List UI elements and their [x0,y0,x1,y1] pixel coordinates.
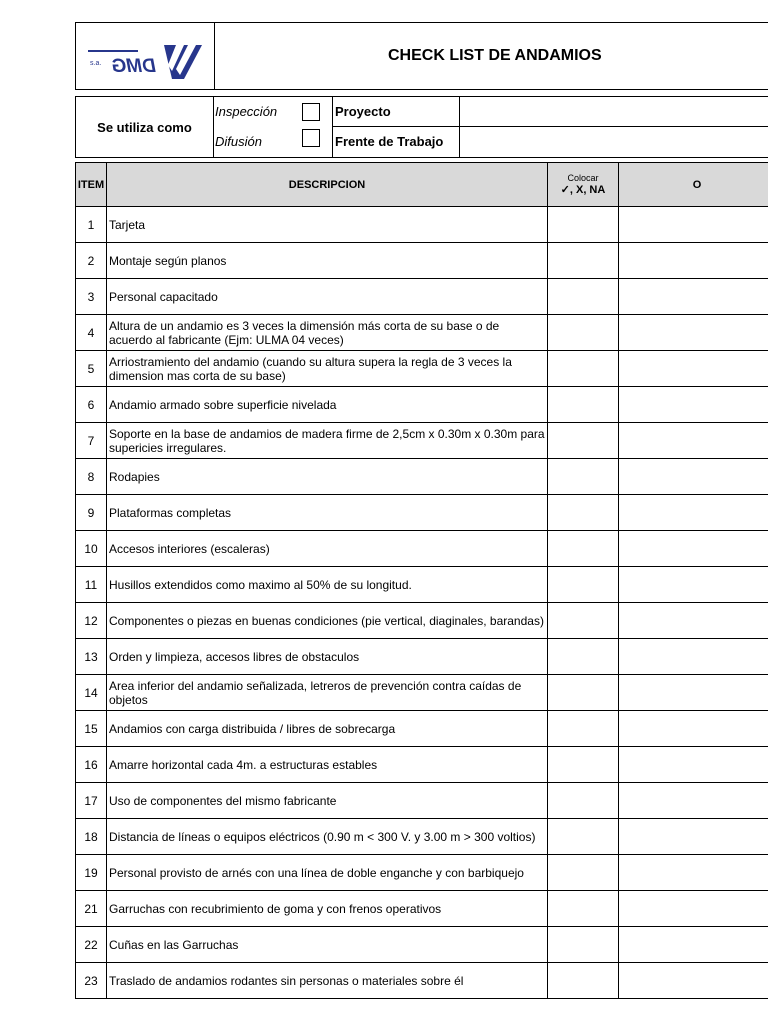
difusion-checkbox[interactable] [302,129,320,147]
page-title: CHECK LIST DE ANDAMIOS [388,47,602,64]
logo-graphic [76,23,214,89]
item-number: 1 [76,207,107,243]
item-number: 12 [76,603,107,639]
item-number: 2 [76,243,107,279]
item-number: 22 [76,927,107,963]
item-number: 17 [76,783,107,819]
item-description: Andamio armado sobre superficie nivelada [107,387,548,423]
table-row [76,495,768,531]
observaciones-cell[interactable] [619,855,768,891]
observaciones-cell[interactable] [619,927,768,963]
observaciones-cell[interactable] [619,279,768,315]
item-description: Accesos interiores (escaleras) [107,531,548,567]
item-description: Arriostramiento del andamio (cuando su altura supera la regla de 3 veces la dimension mas corta de su base) [107,351,548,387]
proyecto-field[interactable] [460,97,768,126]
item-number: 3 [76,279,107,315]
colocar-cell[interactable] [548,819,619,855]
colocar-cell[interactable] [548,423,619,459]
document-header [75,22,768,90]
table-row [76,387,768,423]
item-number: 14 [76,675,107,711]
item-number: 8 [76,459,107,495]
item-number: 6 [76,387,107,423]
option-inspeccion-label: Inspección [215,104,278,119]
item-number: 9 [76,495,107,531]
frente-trabajo-label: Frente de Trabajo [335,134,444,149]
item-number: 7 [76,423,107,459]
table-row [76,279,768,315]
colocar-cell[interactable] [548,747,619,783]
logo-suffix: s.a. [90,60,102,67]
colocar-options: ✓, X, NA [560,184,606,196]
observaciones-cell[interactable] [619,495,768,531]
item-number: 4 [76,315,107,351]
item-description: Area inferior del andamio señalizada, letreros de prevención contra caídas de objetos [107,675,548,711]
colocar-cell[interactable] [548,531,619,567]
colocar-cell[interactable] [548,351,619,387]
item-description: Uso de componentes del mismo fabricante [107,783,548,819]
col-header-descripcion: DESCRIPCION [107,163,548,207]
option-difusion-label: Difusión [215,134,262,149]
colocar-cell[interactable] [548,711,619,747]
company-logo [76,23,215,89]
observaciones-cell[interactable] [619,891,768,927]
observaciones-cell[interactable] [619,819,768,855]
colocar-cell[interactable] [548,315,619,351]
colocar-cell[interactable] [548,603,619,639]
col-header-colocar [548,163,619,207]
table-row [76,567,768,603]
table-row [76,243,768,279]
table-row [76,423,768,459]
observaciones-cell[interactable] [619,639,768,675]
item-description: Montaje según planos [107,243,548,279]
item-number: 15 [76,711,107,747]
item-description: Personal provisto de arnés con una línea de doble enganche y con barbiquejo [107,855,548,891]
item-description: Soporte en la base de andamios de madera firme de 2,5cm x 0.30m x 0.30m para supericies irregulares. [107,423,548,459]
observaciones-cell[interactable] [619,531,768,567]
proyecto-label: Proyecto [335,104,391,119]
table-row [76,603,768,639]
observaciones-cell[interactable] [619,747,768,783]
observaciones-cell[interactable] [619,963,768,999]
item-description: Garruchas con recubrimiento de goma y con frenos operativos [107,891,548,927]
item-description: Distancia de líneas o equipos eléctricos (0.90 m < 300 V. y 3.00 m > 300 voltios) [107,819,548,855]
frente-trabajo-field[interactable] [460,127,768,157]
colocar-cell[interactable] [548,963,619,999]
observaciones-cell[interactable] [619,243,768,279]
table-row [76,351,768,387]
item-description: Andamios con carga distribuida / libres de sobrecarga [107,711,548,747]
table-row [76,639,768,675]
table-row [76,783,768,819]
colocar-cell[interactable] [548,783,619,819]
table-row [76,891,768,927]
item-number: 16 [76,747,107,783]
item-number: 10 [76,531,107,567]
table-row [76,927,768,963]
table-row [76,315,768,351]
observaciones-cell[interactable] [619,603,768,639]
item-description: Husillos extendidos como maximo al 50% de su longitud. [107,567,548,603]
observaciones-cell[interactable] [619,423,768,459]
item-description: Altura de un andamio es 3 veces la dimensión más corta de su base o de acuerdo al fabricante (Ejm: ULMA 04 veces) [107,315,548,351]
table-row [76,531,768,567]
item-description: Personal capacitado [107,279,548,315]
usage-section [75,96,768,158]
colocar-cell[interactable] [548,639,619,675]
observaciones-cell[interactable] [619,387,768,423]
colocar-cell[interactable] [548,567,619,603]
observaciones-cell[interactable] [619,783,768,819]
colocar-cell[interactable] [548,675,619,711]
table-row [76,675,768,711]
logo-text: DMG [111,56,156,77]
inspeccion-checkbox[interactable] [302,103,320,121]
observaciones-cell[interactable] [619,711,768,747]
table-row [76,819,768,855]
colocar-cell[interactable] [548,927,619,963]
table-row [76,855,768,891]
observaciones-cell[interactable] [619,567,768,603]
item-description: Tarjeta [107,207,548,243]
item-number: 19 [76,855,107,891]
observaciones-cell[interactable] [619,351,768,387]
col-header-observaciones: O [619,163,768,207]
item-description: Componentes o piezas en buenas condiciones (pie vertical, diaginales, barandas) [107,603,548,639]
usage-label: Se utiliza como [76,97,214,157]
item-number: 11 [76,567,107,603]
colocar-cell[interactable] [548,495,619,531]
item-number: 23 [76,963,107,999]
item-description: Amarre horizontal cada 4m. a estructuras estables [107,747,548,783]
checklist-table [75,162,768,999]
observaciones-cell[interactable] [619,207,768,243]
table-row [76,207,768,243]
observaciones-cell[interactable] [619,459,768,495]
item-description: Cuñas en las Garruchas [107,927,548,963]
colocar-cell[interactable] [548,387,619,423]
colocar-cell[interactable] [548,243,619,279]
item-number: 13 [76,639,107,675]
table-row [76,711,768,747]
col-header-item: ITEM [76,163,107,207]
item-description: Traslado de andamios rodantes sin personas o materiales sobre él [107,963,548,999]
colocar-cell[interactable] [548,207,619,243]
colocar-cell[interactable] [548,279,619,315]
item-number: 18 [76,819,107,855]
table-row [76,963,768,999]
colocar-cell[interactable] [548,459,619,495]
colocar-cell[interactable] [548,891,619,927]
table-row [76,747,768,783]
item-number: 21 [76,891,107,927]
item-description: Orden y limpieza, accesos libres de obstaculos [107,639,548,675]
item-number: 5 [76,351,107,387]
observaciones-cell[interactable] [619,675,768,711]
item-description: Plataformas completas [107,495,548,531]
item-description: Rodapies [107,459,548,495]
observaciones-cell[interactable] [619,315,768,351]
table-row [76,459,768,495]
colocar-cell[interactable] [548,855,619,891]
colocar-label: Colocar [567,173,599,183]
